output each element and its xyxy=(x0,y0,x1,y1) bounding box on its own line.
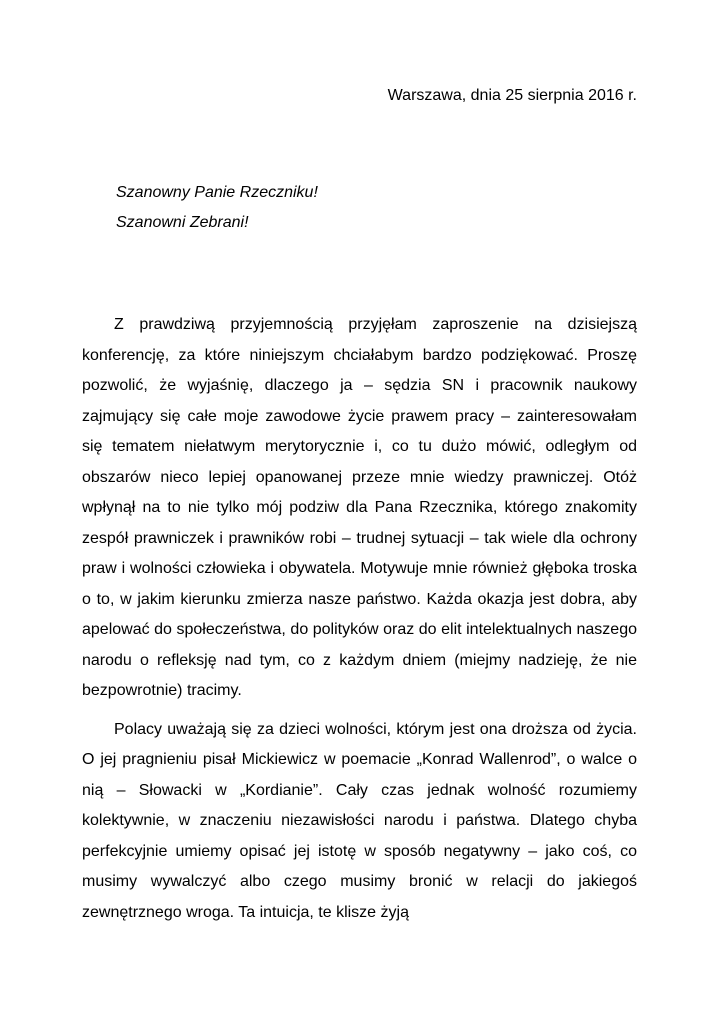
paragraph: Z prawdziwą przyjemnością przyjęłam zaproszenie na dzisiejszą konferencję, za które niniejszym chciałabym bardzo podziękować. Proszę pozwolić, że wyjaśnię, dlaczego ja – sędzia SN i pracownik naukowy zajmujący się całe moje zawodowe życie prawem pracy – zainteresowałam się tematem niełatwym merytorycznie i, co tu dużo mówić, odległym od obszarów nieco lepiej opanowanej przeze mnie wiedzy prawniczej. Otóż wpłynął na to nie tylko mój podziw dla Pana Rzecznika, którego znakomity zespół prawniczek i prawników robi – trudnej sytuacji – tak wiele dla ochrony praw i wolności człowieka i obywatela. Motywuje mnie również głęboka troska o to, w jakim kierunku zmierza nasze państwo. Każda okazja jest dobra, aby apelować do społeczeństwa, do polityków oraz do elit intelektualnych naszego narodu o refleksję nad tym, co z każdym dniem (miejmy nadzieję, że nie bezpowrotnie) tracimy. xyxy=(82,316,637,699)
salutation xyxy=(116,178,318,238)
date-line: Warszawa, dnia 25 sierpnia 2016 r. xyxy=(387,87,637,104)
salutation-line: Szanowni Zebrani! xyxy=(116,214,249,231)
paragraph: Polacy uważają się za dzieci wolności, którym jest ona droższa od życia. O jej pragnieniu pisał Mickiewicz w poemacie „Konrad Wallenrod”, o walce o nią – Słowacki w „Kordianie”. Cały czas jednak wolność rozumiemy kolektywnie, w znaczeniu niezawisłości narodu i państwa. Dlatego chyba perfekcyjnie umiemy opisać jej istotę w sposób negatywny – jako coś, co musimy wywalczyć albo czego musimy bronić w relacji do jakiegoś zewnętrznego wroga. Ta intuicja, te klisze żyją xyxy=(82,720,637,921)
letter-body xyxy=(82,310,637,936)
salutation-line: Szanowny Panie Rzeczniku! xyxy=(116,184,318,201)
